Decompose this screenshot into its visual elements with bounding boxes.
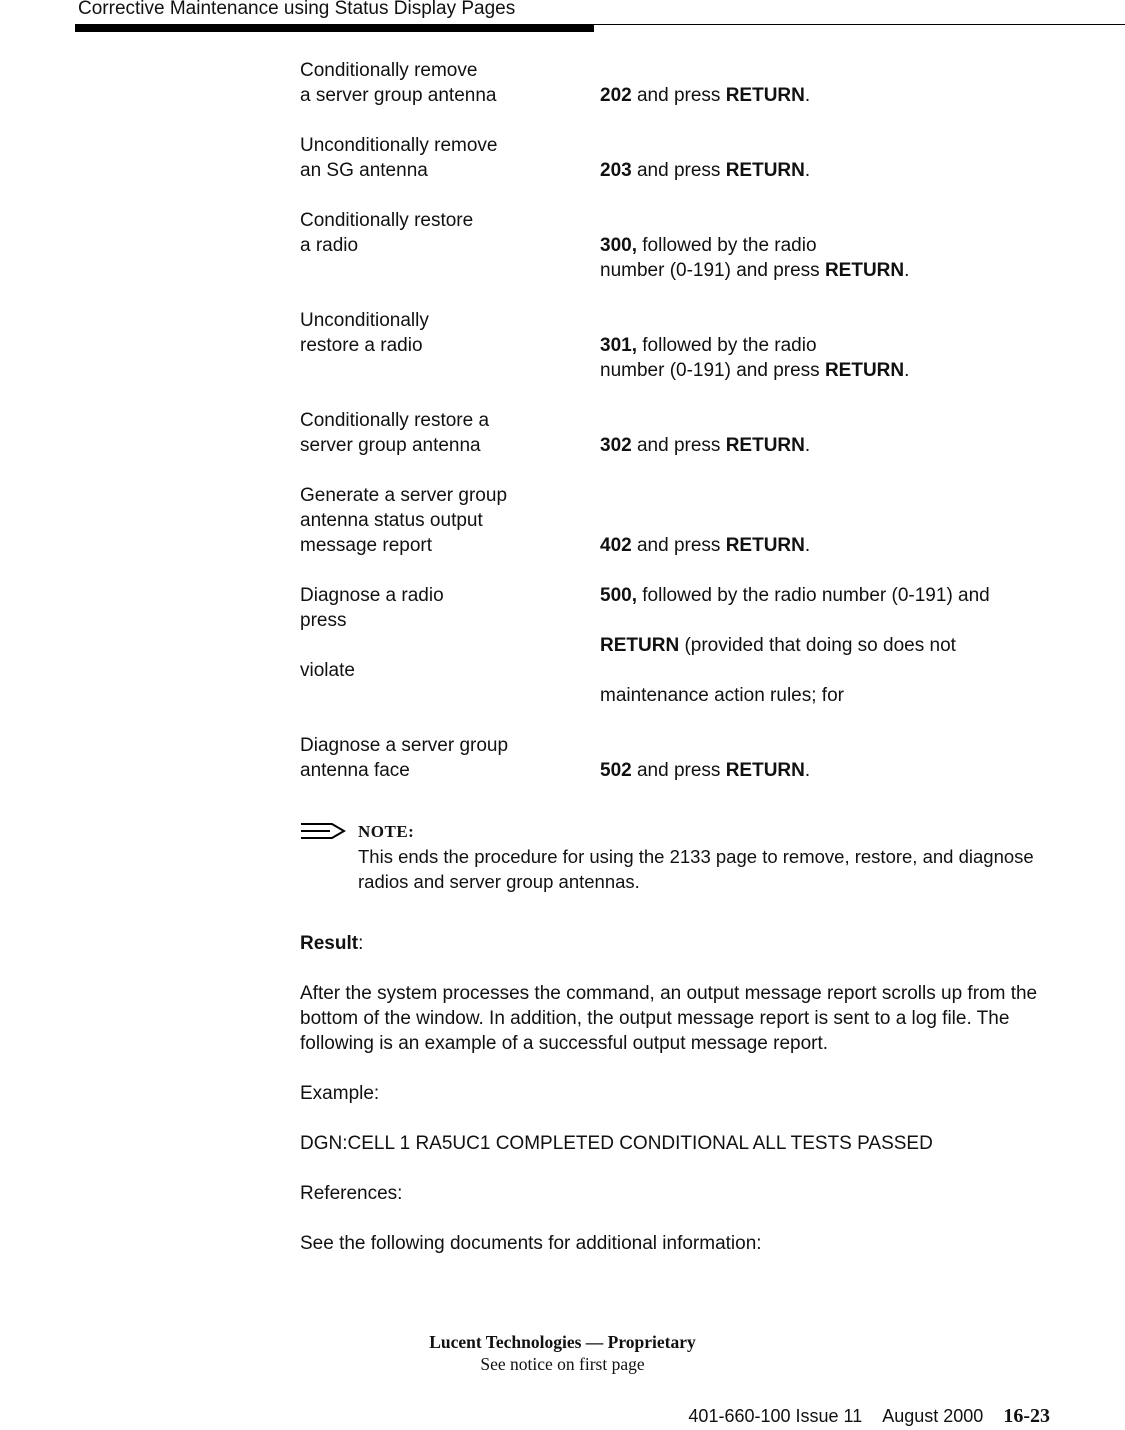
note-arrow-icon (300, 822, 346, 840)
footer-doc-number: 401-660-100 Issue 11 (688, 1406, 863, 1426)
references-text: See the following documents for additional information: (300, 1233, 762, 1254)
command-row (300, 583, 1060, 708)
note-label: NOTE: (358, 822, 415, 841)
references-label: References: (300, 1183, 403, 1204)
result-paragraph: After the system processes the command, an output message report scrolls up from the bottom of the window. In addition, the output message report is sent to a log file. The following is an example of a successful output message report. (300, 983, 1038, 1054)
command-input: 402 and press RETURN. (600, 535, 811, 556)
result-heading: Result: (300, 933, 364, 954)
command-action: Conditionally remove a server group antenna (300, 60, 497, 106)
command-input: 300, followed by the radio number (0-191) and press RETURN. (600, 235, 910, 281)
result-section (300, 931, 1060, 1281)
footer-notice: See notice on first page (480, 1354, 645, 1374)
command-table (300, 58, 1060, 808)
command-input: 500, followed by the radio number (0-191) and RETURN (provided that doing so does not maintenance action rules; for (600, 585, 990, 706)
command-input: 301, followed by the radio number (0-191) and press RETURN. (600, 335, 910, 381)
command-row (300, 58, 1060, 108)
command-input: 203 and press RETURN. (600, 160, 811, 181)
command-row (300, 308, 1060, 383)
command-action: Unconditionally restore a radio (300, 310, 429, 356)
command-input: 302 and press RETURN. (600, 435, 811, 456)
command-row (300, 408, 1060, 458)
footer-doc-line (688, 1405, 1050, 1428)
note-text: This ends the procedure for using the 2133 page to remove, restore, and diagnose radios and server group antennas. (358, 846, 1034, 892)
command-action: Generate a server group antenna status output message report (300, 485, 508, 556)
command-action: Conditionally restore a radio (300, 210, 474, 256)
command-row (300, 483, 1060, 558)
footer-company: Lucent Technologies — Proprietary (429, 1332, 696, 1352)
running-head-title: Corrective Maintenance using Status Display Pages (78, 0, 516, 19)
example-label: Example: (300, 1083, 380, 1104)
command-row (300, 733, 1060, 783)
footer-proprietary (0, 1331, 1125, 1375)
command-input: 202 and press RETURN. (600, 85, 811, 106)
footer-date: August 2000 (882, 1406, 984, 1426)
page-number: 16-23 (1003, 1405, 1050, 1427)
command-action: Unconditionally remove an SG antenna (300, 135, 498, 181)
command-action: Conditionally restore a server group antenna (300, 410, 490, 456)
command-action: Diagnose a radio press violate (300, 585, 444, 681)
command-action: Diagnose a server group antenna face (300, 735, 509, 781)
command-row (300, 133, 1060, 183)
command-input: 502 and press RETURN. (600, 760, 811, 781)
command-row (300, 208, 1060, 283)
example-text: DGN:CELL 1 RA5UC1 COMPLETED CONDITIONAL ALL TESTS PASSED (300, 1133, 933, 1154)
header-rule-thick (75, 24, 594, 32)
